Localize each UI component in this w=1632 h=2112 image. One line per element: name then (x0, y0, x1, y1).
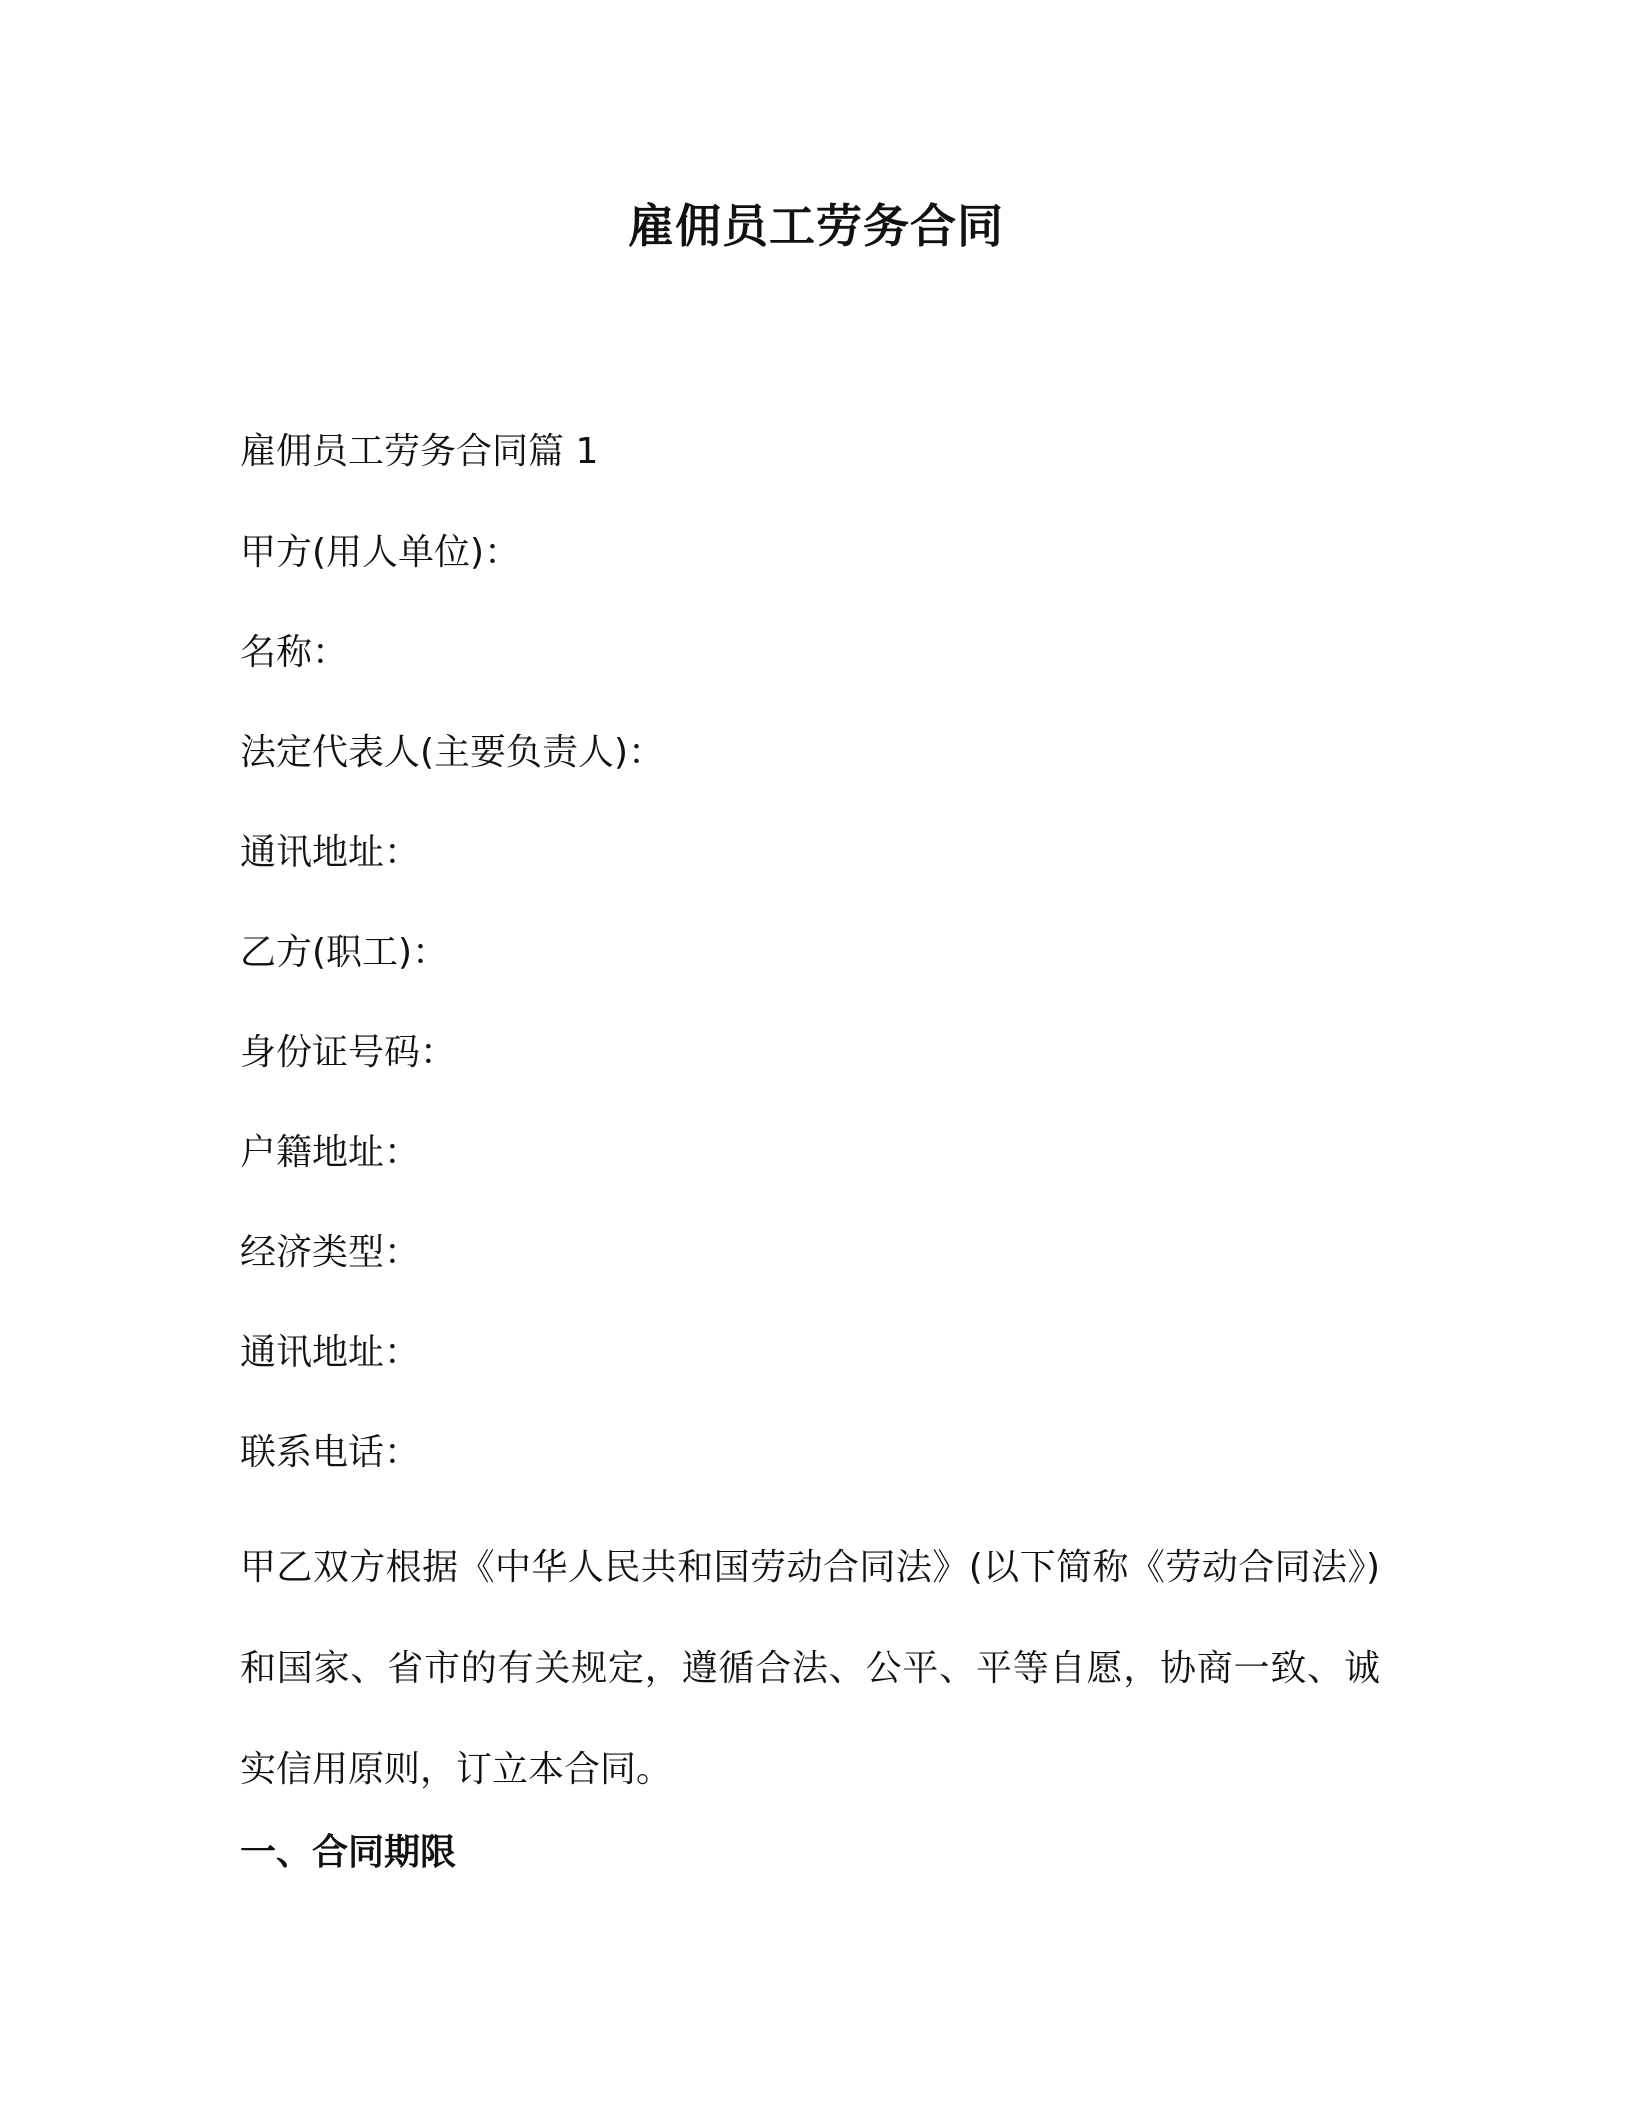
phone-label: 联系电话： (240, 1432, 421, 1473)
contract-term-heading: 一、合同期限 (240, 1832, 457, 1873)
legal-representative-label: 法定代表人(主要负责人)： (240, 732, 665, 773)
document-title: 雇佣员工劳务合同 (628, 199, 1004, 253)
party-a-label: 甲方(用人单位)： (240, 532, 521, 573)
section-title: 雇佣员工劳务合同篇 1 (240, 431, 599, 472)
name-label: 名称： (240, 632, 349, 673)
household-address-label: 户籍地址： (240, 1132, 421, 1173)
id-number-label: 身份证号码： (240, 1032, 457, 1073)
intro-paragraph: 甲乙双方根据《中华人民共和国劳动合同法》(以下简称《劳动合同法》)和国家、省市的有关规定，遵循合法、公平、平等自愿，协商一致、诚实信用原则，订立本合同。 (240, 1547, 1380, 1790)
party-b-address-label: 通讯地址： (240, 1332, 421, 1373)
party-b-label: 乙方(职工)： (240, 932, 449, 973)
economic-type-label: 经济类型： (240, 1232, 421, 1273)
party-a-address-label: 通讯地址： (240, 832, 421, 873)
